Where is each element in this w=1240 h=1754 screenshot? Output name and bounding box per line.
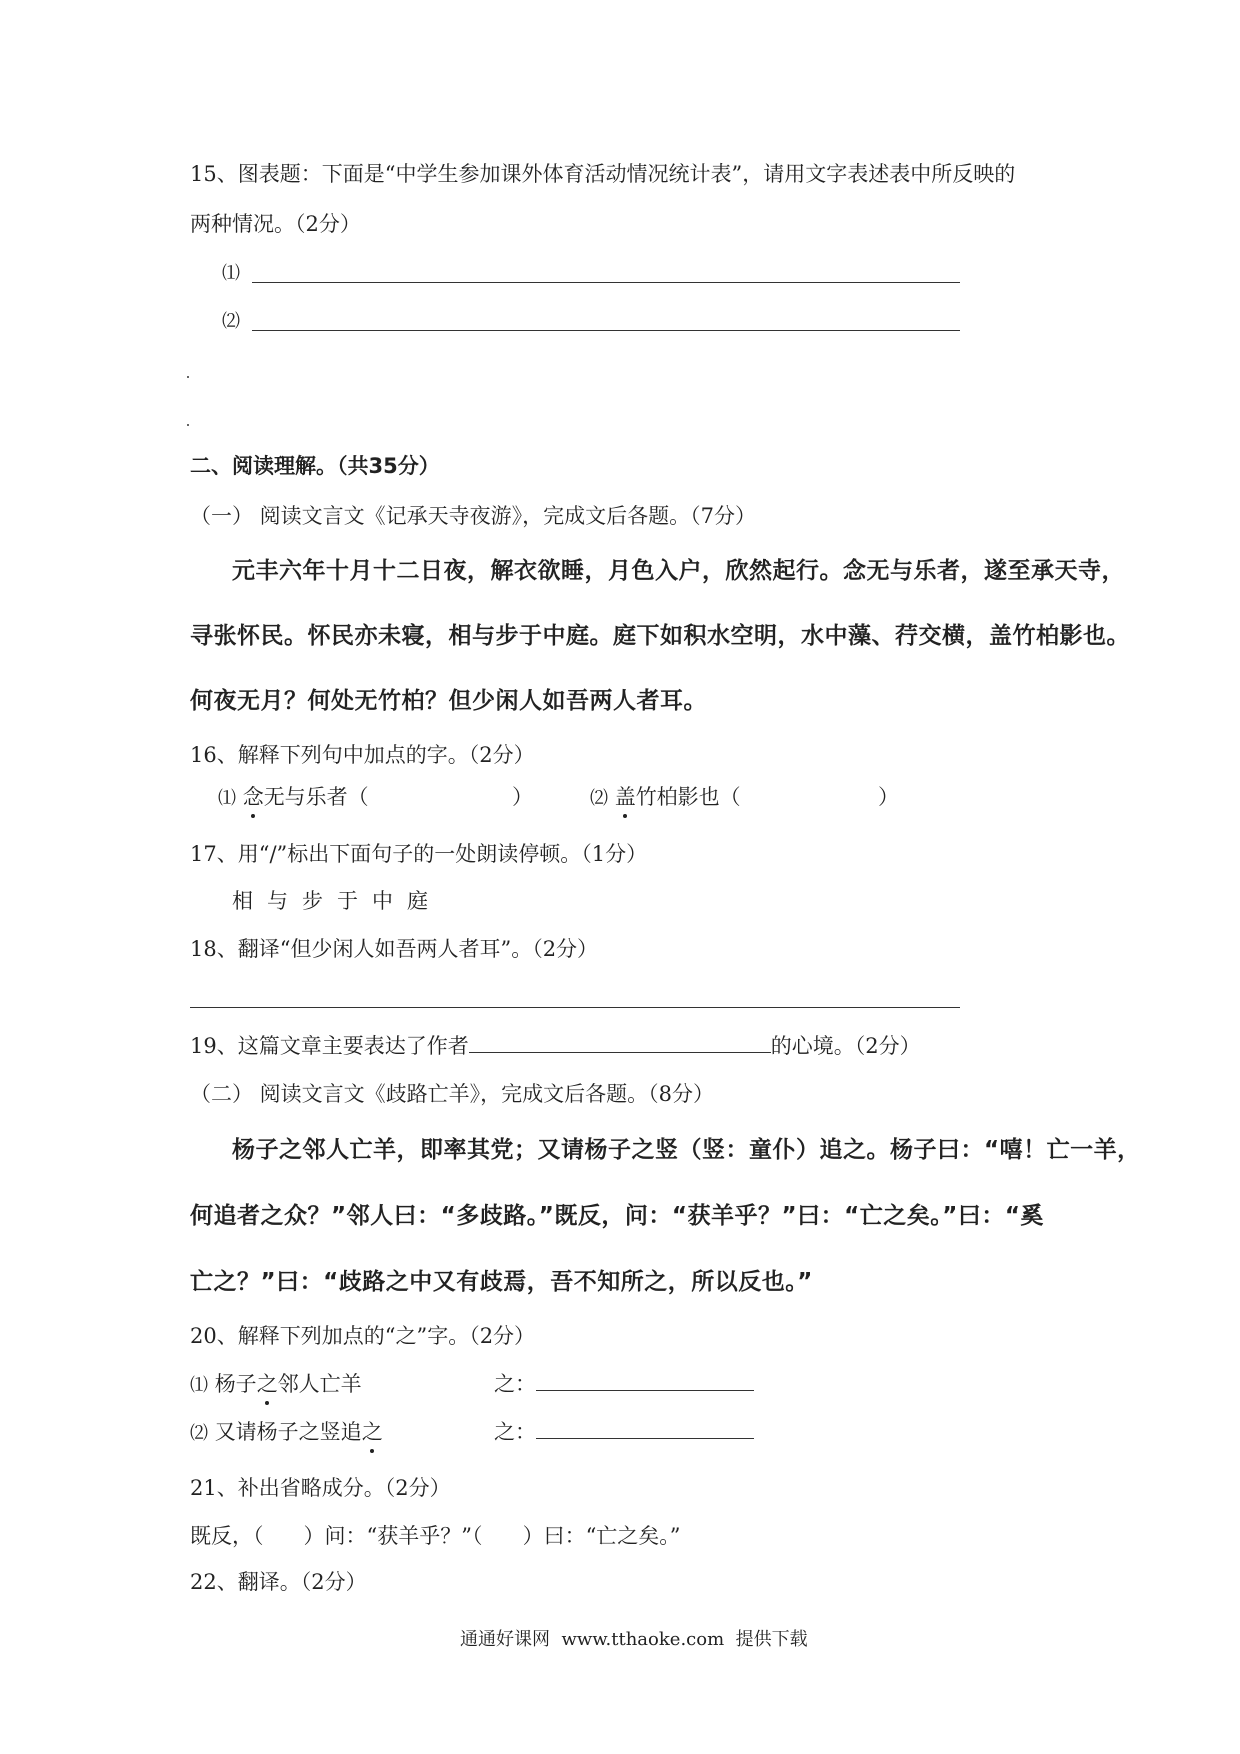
q16-title: 16、解释下列句中加点的字。（2分） — [190, 743, 535, 767]
part2-passage-line3: 亡之？”曰：“歧路之中又有歧焉，吾不知所之，所以反也。” — [190, 1269, 813, 1295]
q20-title: 20、解释下列加点的“之”字。（2分） — [190, 1324, 536, 1348]
q17-char: 与 — [267, 889, 288, 913]
q21-title: 21、补出省略成分。（2分） — [190, 1476, 451, 1500]
q20-item1-label: ⑴ — [190, 1375, 208, 1396]
q16-item2-text: 竹柏影也（ — [635, 785, 741, 809]
q20-answer-label: 之： — [494, 1372, 536, 1396]
part1-passage-line2: 寻张怀民。怀民亦未寝，相与步于中庭。庭下如积水空明，水中藻、荇交横，盖竹柏影也。 — [190, 623, 1130, 649]
part2-passage-line1: 杨子之邻人亡羊，即率其党；又请杨子之竖（竖：童仆）追之。杨子曰：“嘻！亡一羊， — [232, 1137, 1141, 1163]
q20-item1-pre: 杨子 — [214, 1372, 257, 1396]
q16-item1 — [218, 783, 369, 813]
q19-text-after: 的心境。（2分） — [770, 1034, 921, 1058]
q20-item2-answer — [494, 1418, 754, 1446]
scan-speck — [187, 376, 189, 378]
q15-answer-line-1[interactable] — [252, 282, 960, 283]
part2-passage-line2: 何追者之众？”邻人曰：“多歧路。”既反，问：“获羊乎？”曰：“亡之矣。”曰：“奚 — [190, 1203, 1044, 1229]
part1-intro: （一） 阅读文言文《记承天寺夜游》，完成文后各题。（7分） — [190, 504, 757, 528]
scan-speck — [187, 424, 189, 426]
q20-item2-dotted-char: 之 — [361, 1420, 383, 1444]
q22-title: 22、翻译。（2分） — [190, 1570, 367, 1594]
q16-item1-label: ⑴ — [218, 788, 236, 809]
q15-blank1-label: ⑴ — [222, 263, 240, 284]
q20-item2-label: ⑵ — [190, 1423, 208, 1444]
part1-passage-line1: 元丰六年十月十二日夜，解衣欲睡，月色入户，欣然起行。念无与乐者，遂至承天寺， — [232, 558, 1125, 584]
q17-char: 步 — [302, 889, 323, 913]
q15-line1: 15、图表题：下面是“中学生参加课外体育活动情况统计表”，请用文字表述表中所反映的 — [190, 162, 1016, 186]
q16-item2-dotted-char: 盖 — [614, 785, 636, 809]
q20-item1-answer — [494, 1370, 754, 1398]
part2-intro: （二） 阅读文言文《歧路亡羊》，完成文后各题。（8分） — [190, 1082, 715, 1106]
q19-text-before: 19、这篇文章主要表达了作者 — [190, 1034, 469, 1058]
q15-answer-line-2[interactable] — [252, 330, 960, 331]
q17-title: 17、用“/”标出下面句子的一处朗读停顿。（1分） — [190, 842, 648, 866]
q20-item1-answer-blank[interactable] — [536, 1370, 754, 1391]
q21-line[interactable]: 既反，（ ）问：“获羊乎？”（ ）曰：“亡之矣。” — [190, 1524, 681, 1548]
q17-char: 于 — [337, 889, 358, 913]
q20-item1 — [190, 1370, 362, 1400]
q20-item1-post: 邻人亡羊 — [277, 1372, 362, 1396]
q18-title: 18、翻译“但少闲人如吾两人者耳”。（2分） — [190, 937, 599, 961]
q16-item2 — [590, 783, 741, 813]
section2-heading: 二、阅读理解。（共35分） — [190, 454, 440, 478]
q16-item1-close: ） — [512, 785, 533, 809]
q20-answer-label: 之： — [494, 1420, 536, 1444]
q16-item1-text: 无与乐者（ — [263, 785, 369, 809]
q16-item1-dotted-char: 念 — [242, 785, 264, 809]
q16-item2-label: ⑵ — [590, 788, 608, 809]
q19-answer-blank[interactable] — [469, 1032, 771, 1053]
q16-item2-close: ） — [878, 785, 899, 809]
q20-item2-answer-blank[interactable] — [536, 1418, 754, 1439]
q20-item1-dotted-char: 之 — [256, 1372, 278, 1396]
part1-passage-line3: 何夜无月？何处无竹柏？但少闲人如吾两人者耳。 — [190, 688, 707, 714]
q15-line2: 两种情况。（2分） — [190, 212, 361, 236]
q15-blank2-label: ⑵ — [222, 311, 240, 332]
q20-item2 — [190, 1418, 383, 1448]
footer-download-note: 通通好课网 www.tthaoke.com 提供下载 — [460, 1629, 808, 1650]
q17-sentence[interactable] — [232, 887, 442, 915]
q17-char: 中 — [372, 889, 393, 913]
q18-answer-line[interactable] — [190, 1007, 960, 1008]
q19-line — [190, 1032, 921, 1060]
q17-char: 相 — [232, 889, 253, 913]
q17-char: 庭 — [407, 889, 428, 913]
q20-item2-pre: 又请杨子之竖追 — [214, 1420, 362, 1444]
